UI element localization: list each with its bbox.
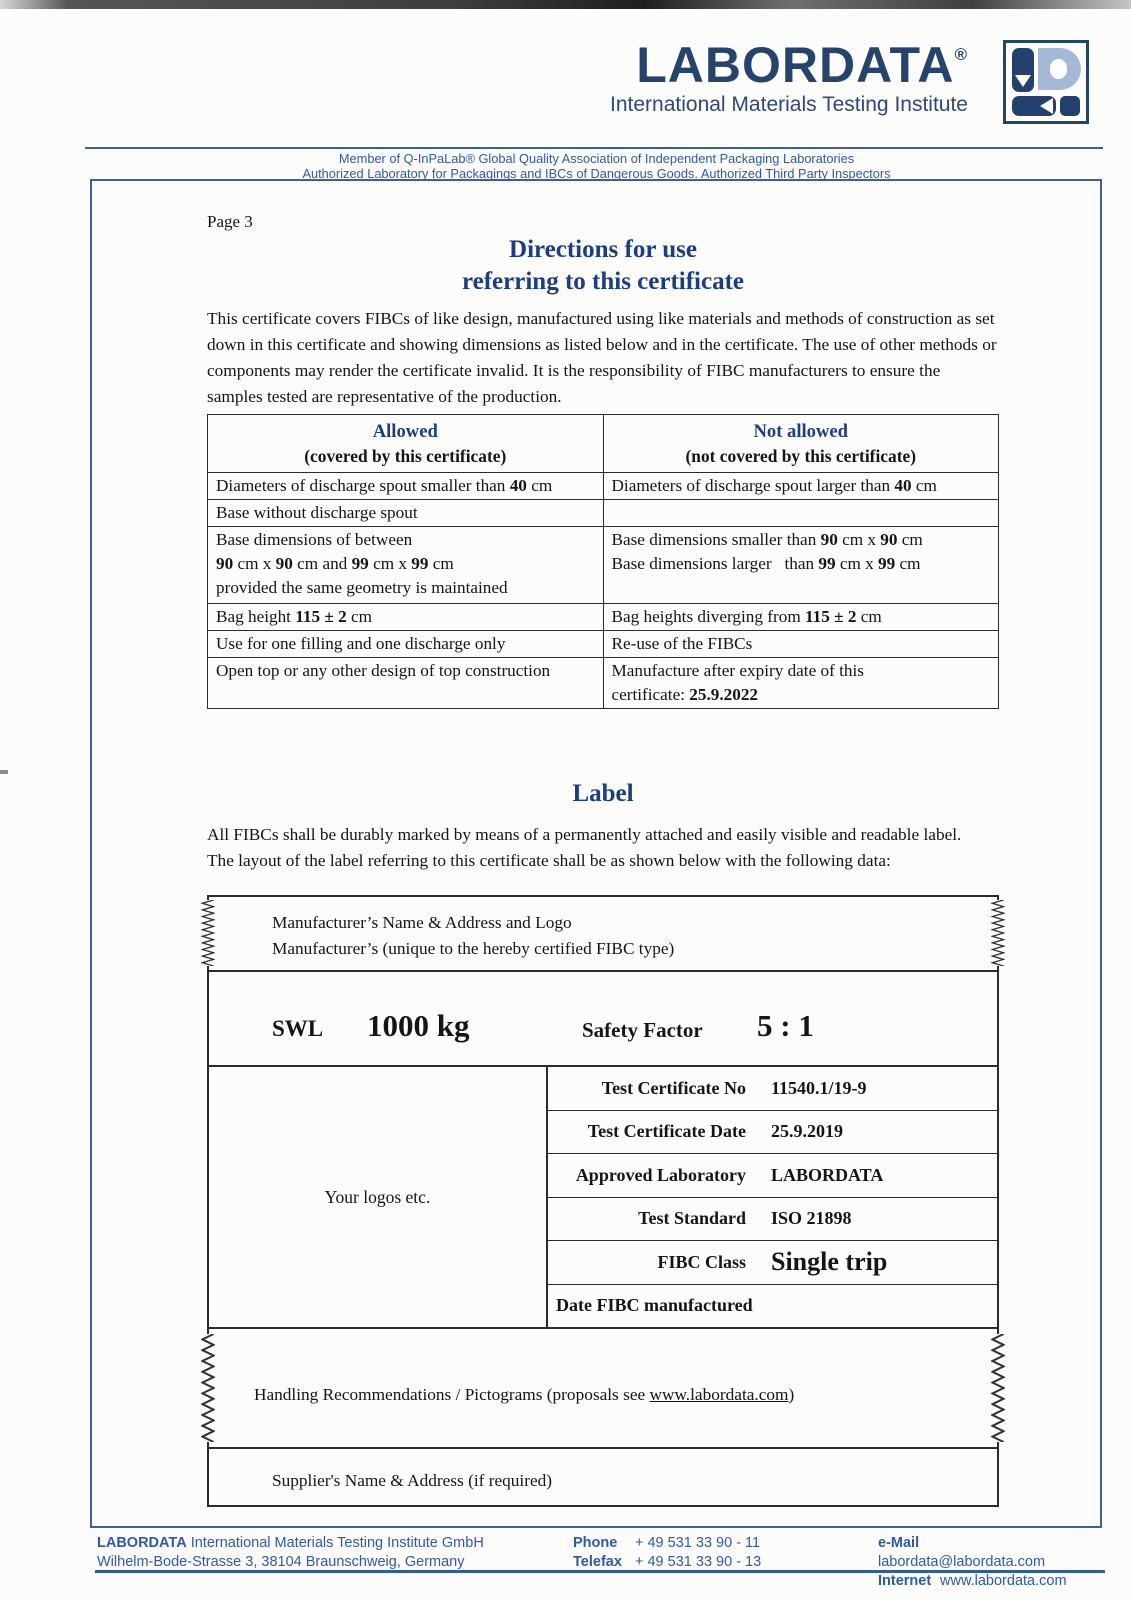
manufacturer-line-1: Manufacturer’s Name & Address and Logo: [272, 913, 572, 932]
email-value: labordata@labordata.com: [878, 1554, 1046, 1571]
internet-value: www.labordata.com: [940, 1573, 1067, 1590]
label-section-heading: Label: [572, 780, 634, 807]
footer-divider: [95, 1570, 1105, 1573]
safety-factor-value: 5 : 1: [757, 1008, 814, 1043]
certificate-details-rows: [548, 1067, 997, 1327]
brand-text: LABORDATA: [636, 37, 955, 93]
handling-text-post: ): [788, 1385, 795, 1404]
supplier-section: [209, 1449, 997, 1505]
footer-email-row: [878, 1534, 1105, 1572]
allowed-header-cell: [208, 415, 604, 473]
swl-value: 1000 kg: [367, 1008, 470, 1043]
swl-label: SWL: [272, 1016, 324, 1041]
table-cell-not-allowed: Base dimensions smaller than 90 cm x 90 cm Base dimensions larger than 99 cm x 99 cm: [603, 527, 999, 604]
allowed-header: Allowed: [372, 421, 438, 442]
registered-mark: ®: [954, 45, 968, 64]
labordata-url-link: www.labordata.com: [649, 1385, 789, 1404]
supplier-placeholder: Supplier's Name & Address (if required): [272, 1471, 553, 1490]
allowed-subheader: (covered by this certificate): [304, 446, 507, 466]
scan-artifact-edge-mark: [0, 770, 8, 774]
safety-factor-label: Safety Factor: [582, 1018, 703, 1042]
certificate-details-section: [209, 1067, 997, 1329]
intro-paragraph: This certificate covers FIBCs of like design, manufactured using like materials and methods of construction as set down in this certificate and showing dimensions as listed below and in the certificate. The use of other methods or components may render the certificate invalid. It is the responsibility of FIBC manufacturers to ensure the samples tested are representative of the production.: [207, 309, 997, 406]
label-section-intro: [207, 822, 997, 874]
page-number: Page 3: [207, 212, 253, 231]
internet-label: Internet: [878, 1573, 932, 1590]
label-intro-line-2: The layout of the label referring to this certificate shall be as shown below with the following data:: [207, 850, 891, 870]
page-frame: [90, 179, 1102, 1528]
table-cell-not-allowed: [603, 500, 999, 527]
table-cell-allowed: Open top or any other design of top construction: [208, 658, 604, 709]
table-cell-allowed: Base without discharge spout: [208, 500, 604, 527]
table-row: [208, 527, 999, 604]
table-cell-allowed: Diameters of discharge spout smaller than 40 cm: [208, 473, 604, 500]
label-intro-line-1: All FIBCs shall be durably marked by means of a permanently attached and easily visible and readable label.: [207, 825, 962, 844]
labordata-logo-icon: [1003, 40, 1089, 124]
phone-value: + 49 531 33 90 - 11: [635, 1535, 761, 1551]
detail-value: LABORDATA: [771, 1164, 884, 1185]
detail-row: [548, 1154, 997, 1198]
membership-statement: [90, 151, 1103, 182]
scan-artifact-top-bar: [0, 0, 1131, 9]
not-allowed-header: Not allowed: [753, 421, 848, 442]
brand-tagline: International Materials Testing Institute: [610, 93, 968, 116]
footer-address: Wilhelm-Bode-Strasse 3, 38104 Braunschweig, Germany: [97, 1554, 465, 1571]
table-cell-allowed: Use for one filling and one discharge only: [208, 631, 604, 658]
detail-label: Approved Laboratory: [575, 1164, 746, 1185]
detail-label: Test Standard: [638, 1208, 746, 1229]
header-divider: [85, 147, 1103, 149]
membership-line-1: Member of Q-InPaLab® Global Quality Association of Independent Packaging Laboratories: [338, 151, 855, 166]
page-title: [207, 234, 999, 298]
manufacturer-section: [209, 897, 997, 972]
table-cell-allowed: Base dimensions of between 90 cm x 90 cm and 99 cm x 99 cm provided the same geometry is maintained: [208, 527, 604, 604]
detail-value: ISO 21898: [771, 1208, 852, 1229]
detail-label: Test Certificate No: [601, 1077, 746, 1098]
table-cell-not-allowed: Re-use of the FIBCs: [603, 631, 999, 658]
phone-label: Phone: [573, 1535, 618, 1551]
table-cell-not-allowed: Bag heights diverging from 115 ± 2 cm: [603, 604, 999, 631]
page-title-line-1: Directions for use: [509, 236, 697, 263]
table-cell-allowed: Bag height 115 ± 2 cm: [208, 604, 604, 631]
footer-company-name: LABORDATA: [97, 1535, 187, 1551]
footer-company-block: [97, 1534, 484, 1572]
table-row: [208, 473, 999, 500]
torn-edge-zigzag-icon: [201, 1334, 215, 1442]
detail-value: Single trip: [771, 1247, 888, 1277]
manufacturer-placeholder: [272, 910, 674, 962]
detail-label: FIBC Class: [657, 1251, 746, 1272]
torn-edge-zigzag-icon: [201, 900, 215, 966]
table-cell-not-allowed: Diameters of discharge spout larger than 40 cm: [603, 473, 999, 500]
handling-recommendations-section: [209, 1329, 997, 1449]
manufacturer-line-2: Manufacturer’s (unique to the hereby certified FIBC type): [272, 938, 675, 958]
allowed-not-allowed-table: [207, 414, 999, 709]
footer: [97, 1534, 1105, 1590]
not-allowed-subheader: (not covered by this certificate): [685, 446, 916, 466]
table-row: [208, 631, 999, 658]
detail-row: [548, 1285, 997, 1328]
telefax-label: Telefax: [573, 1554, 622, 1571]
logos-placeholder: Your logos etc.: [209, 1067, 548, 1327]
membership-line-2: Authorized Laboratory for Packagings and IBCs of Dangerous Goods. Authorized Third Party Inspectors: [302, 166, 891, 182]
detail-value: 11540.1/19-9: [771, 1077, 867, 1098]
telefax-value: + 49 531 33 90 - 13: [635, 1554, 762, 1571]
footer-company-line: [97, 1534, 484, 1553]
footer-phone-row: [573, 1534, 761, 1553]
email-label: e-Mail: [878, 1535, 920, 1551]
not-allowed-header-cell: [603, 415, 999, 473]
table-cell-not-allowed: Manufacture after expiry date of this certificate: 25.9.2022: [603, 658, 999, 709]
table-row: [208, 658, 999, 709]
label-specimen-diagram: [207, 895, 999, 1507]
footer-company-rest: International Materials Testing Institute GmbH: [186, 1535, 484, 1551]
detail-label: Test Certificate Date: [587, 1121, 746, 1142]
detail-row: [548, 1198, 997, 1242]
detail-row: [548, 1241, 997, 1285]
detail-row: [548, 1111, 997, 1155]
detail-row: [548, 1067, 997, 1111]
footer-internet-row: [878, 1572, 1105, 1591]
handling-text-pre: Handling Recommendations / Pictograms (proposals see: [254, 1385, 650, 1404]
table-header-row: [208, 415, 999, 473]
table-row: [208, 604, 999, 631]
swl-safety-factor-section: [209, 972, 997, 1067]
handling-recommendations-text: [254, 1385, 794, 1405]
torn-edge-zigzag-icon: [991, 1334, 1005, 1442]
brand-wordmark: [610, 37, 968, 117]
detail-value: 25.9.2019: [771, 1121, 843, 1142]
table-row: [208, 500, 999, 527]
brand-name: [610, 37, 968, 93]
page-title-line-2: referring to this certificate: [461, 268, 745, 295]
footer-phone-block: [573, 1534, 761, 1572]
footer-email-block: [878, 1534, 1105, 1591]
detail-label: Date FIBC manufactured: [556, 1295, 753, 1316]
torn-edge-zigzag-icon: [991, 900, 1005, 966]
